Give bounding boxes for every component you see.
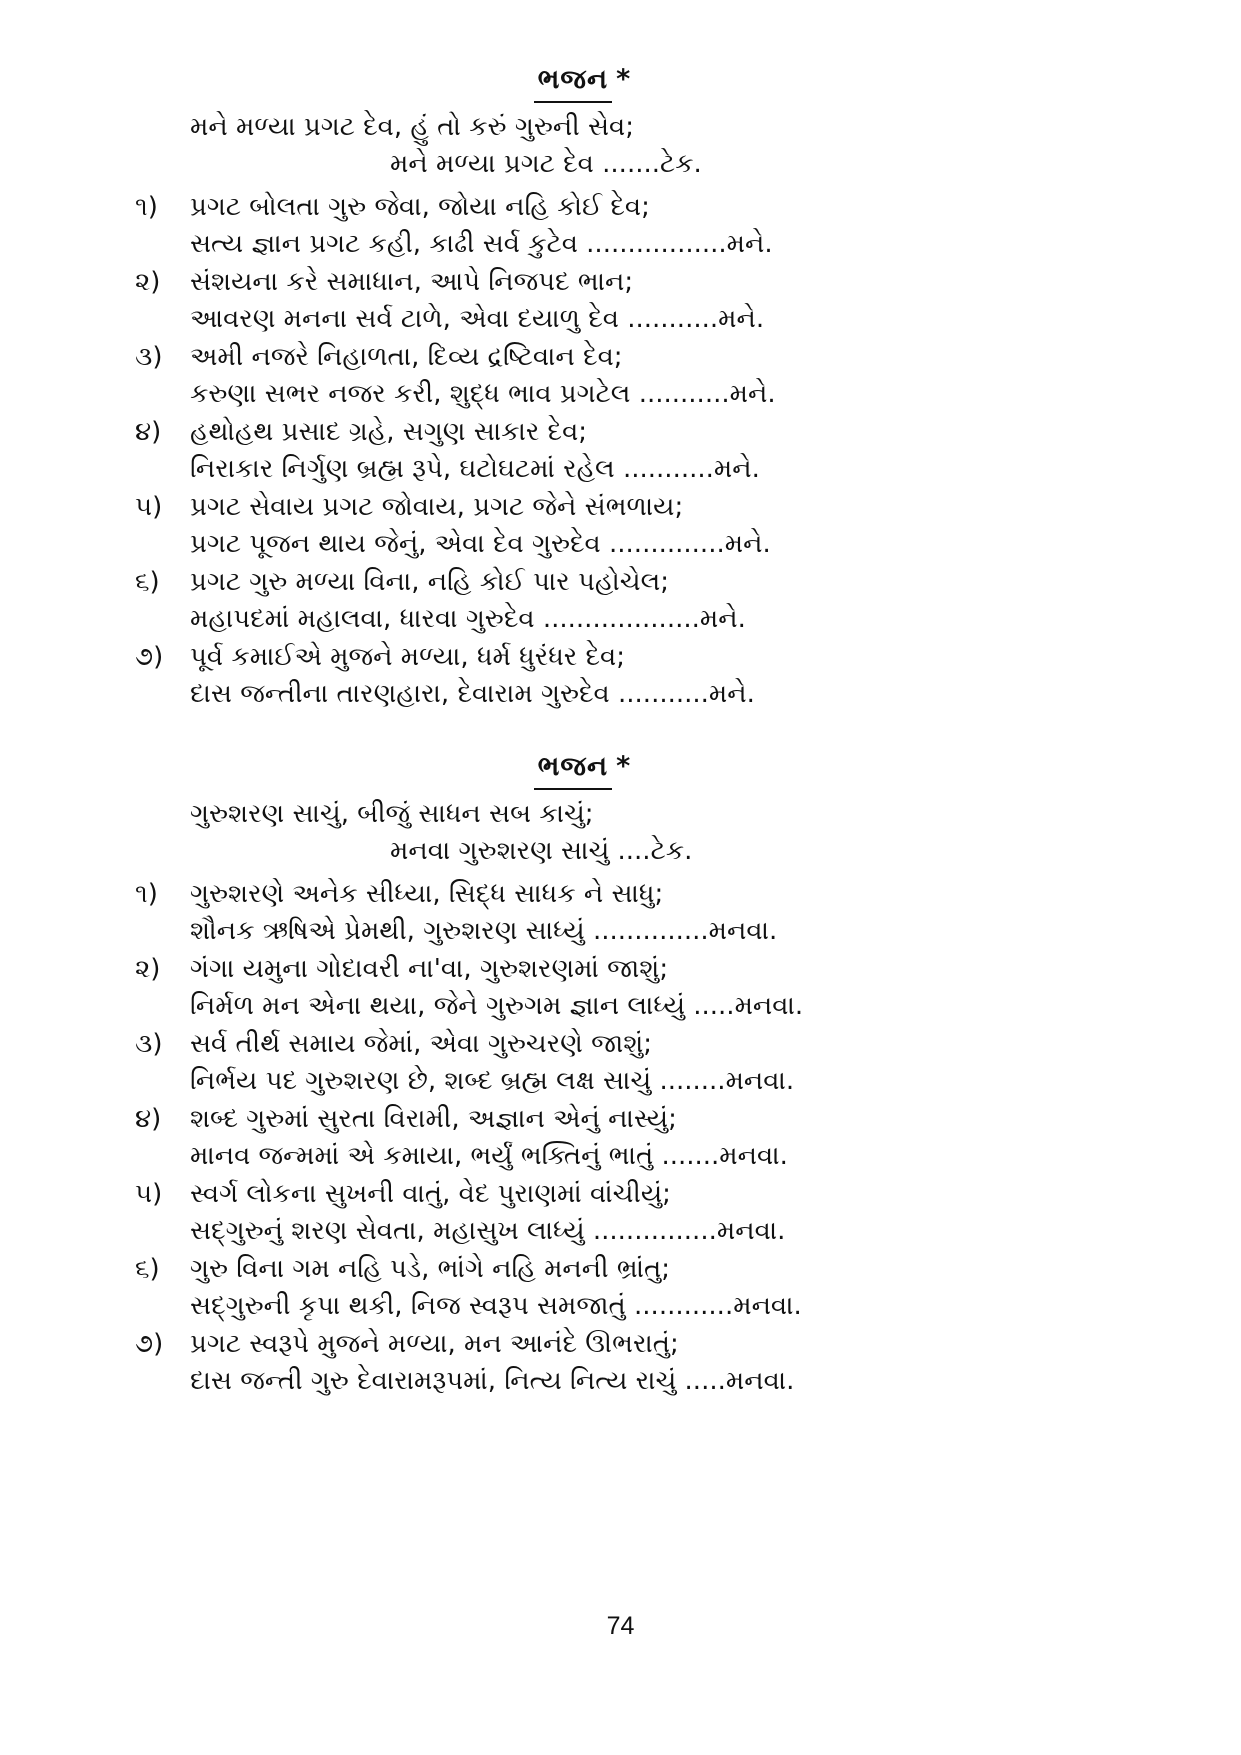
verse-number: ૧) [135,879,158,909]
verse-number: ૬) [135,1254,160,1284]
verse-line-1: ગંગા યમુના ગોદાવરી ના'વા, ગુરુશરણમાં જાશું; [190,954,669,984]
verse-number: ૧) [135,192,158,222]
verse-number: ૪) [135,1104,162,1134]
verse-row [135,189,1030,263]
verse-body [190,339,1030,413]
verse-row [135,1026,1030,1100]
verse-line-1: હથોહથ પ્રસાદ ગ્રહે, સગુણ સાકાર દેવ; [190,417,588,447]
verse-body [190,189,1030,263]
verse-line-2: મહાપદમાં મહાલવા, ધારવા ગુરુદેવ ...................મને. [190,604,746,634]
verse-number: ૨) [135,267,161,297]
bhajan-section-2 [135,747,1030,1400]
verse-line-1: સંશયના કરે સમાધાન, આપે નિજપદ ભાન; [190,267,634,297]
verse-body [190,489,1030,563]
verse-line-1: પ્રગટ બોલતા ગુરુ જેવા, જોયા નહિ કોઈ દેવ; [190,192,650,222]
verse-line-2: આવરણ મનના સર્વ ટાળે, એવા દયાળુ દેવ ...........મને. [190,304,765,334]
section-heading-text: ભજન [534,60,612,103]
verse-row [135,264,1030,338]
verse-list [135,189,1030,713]
verse-line-1: ગુરુ વિના ગમ નહિ પડે, ભાંગે નહિ મનની ભ્રાંતુ; [190,1254,671,1284]
verse-body [190,564,1030,638]
section-heading [135,747,1030,790]
verse-number: ૭) [135,1329,164,1359]
verse-row [135,1101,1030,1175]
verse-line-2: શૌનક ઋષિએ પ્રેમથી, ગુરુશરણ સાધ્યું ..............મનવા. [190,916,778,946]
verse-row [135,639,1030,713]
verse-row [135,414,1030,488]
verse-line-2: પ્રગટ પૂજન થાય જેનું, એવા દેવ ગુરુદેવ ..............મને. [190,529,771,559]
verse-line-2: કરુણા સભર નજર કરી, શુદ્ધ ભાવ પ્રગટેલ ...........મને. [190,379,776,409]
verse-line-2: નિર્ભય પદ ગુરુશરણ છે, શબ્દ બ્રહ્મ લક્ષ સાચું ........મનવા. [190,1066,795,1096]
verse-line-1: પ્રગટ સેવાય પ્રગટ જોવાય, પ્રગટ જેને સંભળાય; [190,492,684,522]
verse-number: ૫) [135,492,163,522]
verse-line-1: શબ્દ ગુરુમાં સુરતા વિરામી, અજ્ઞાન એનું નાસ્યું; [190,1104,677,1134]
verse-list [135,876,1030,1400]
verse-body [190,264,1030,338]
verse-row [135,1251,1030,1325]
verse-line-2: સદ્ગુરુનું શરણ સેવતા, મહાસુખ લાધ્યું ...............મનવા. [190,1216,786,1246]
verse-line-2: સત્ય જ્ઞાન પ્રગટ કહી, કાઢી સર્વ કુટેવ .................મને. [190,229,773,259]
verse-row [135,951,1030,1025]
verse-body [190,1026,1030,1100]
verse-line-2: નિરાકાર નિર્ગુણ બ્રહ્મ રૂપે, ઘટોઘટમાં રહેલ ...........મને. [190,454,760,484]
verse-number: ૩) [135,342,163,372]
verse-line-1: પ્રગટ સ્વરૂપે મુજને મળ્યા, મન આનંદે ઊભરાતું; [190,1329,679,1359]
verse-line-2: દાસ જન્તી ગુરુ દેવારામરૂપમાં, નિત્ય નિત્ય રાચું .....મનવા. [190,1366,795,1396]
page-content [135,60,1030,1434]
verse-line-1: પ્રગટ ગુરુ મળ્યા વિના, નહિ કોઈ પાર પહોચેલ; [190,567,670,597]
bhajan-section-1 [135,60,1030,713]
verse-body [190,414,1030,488]
verse-row [135,876,1030,950]
verse-line-1: ગુરુશરણે અનેક સીધ્યા, સિદ્ધ સાધક ને સાધુ; [190,879,664,909]
refrain-line-2: મને મળ્યા પ્રગટ દેવ .......ટેક. [390,149,702,179]
verse-row [135,1176,1030,1250]
verse-number: ૨) [135,954,161,984]
verse-line-2: સદ્ગુરુની કૃપા થકી, નિજ સ્વરૂપ સમજાતું ............મનવા. [190,1291,802,1321]
verse-line-1: અમી નજરે નિહાળતા, દિવ્ય દ્રષ્ટિવાન દેવ; [190,342,623,372]
verse-row [135,1326,1030,1400]
section-heading-asterisk: * [616,64,632,95]
verse-line-2: માનવ જન્મમાં એ કમાયા, ભર્યું ભક્તિનું ભાતું .......મનવા. [190,1141,788,1171]
verse-line-2: દાસ જન્તીના તારણહારા, દેવારામ ગુરુદેવ ...........મને. [190,679,755,709]
section-heading-asterisk: * [616,751,632,782]
verse-number: ૩) [135,1029,163,1059]
verse-body [190,876,1030,950]
page-number: 74 [606,1612,635,1640]
verse-number: ૭) [135,642,164,672]
verse-body [190,1251,1030,1325]
verse-body [190,951,1030,1025]
verse-body [190,1326,1030,1400]
verse-line-2: નિર્મળ મન એના થયા, જેને ગુરુગમ જ્ઞાન લાધ્યું .....મનવા. [190,991,804,1021]
verse-body [190,639,1030,713]
verse-body [190,1176,1030,1250]
verse-body [190,1101,1030,1175]
refrain-line-1: ગુરુશરણ સાચું, બીજું સાધન સબ કાચું; [190,799,594,829]
section-heading-text: ભજન [534,747,612,790]
refrain-line-2: મનવા ગુરુશરણ સાચું ....ટેક. [390,836,693,866]
refrain-line-1: મને મળ્યા પ્રગટ દેવ, હું તો કરું ગુરુની સેવ; [190,112,634,142]
verse-row [135,339,1030,413]
verse-row [135,489,1030,563]
verse-line-1: સર્વ તીર્થ સમાય જેમાં, એવા ગુરુચરણે જાશું; [190,1029,653,1059]
section-heading [135,60,1030,103]
verse-number: ૪) [135,417,162,447]
verse-line-1: સ્વર્ગ લોકના સુખની વાતું, વેદ પુરાણમાં વાંચીયું; [190,1179,671,1209]
verse-number: ૫) [135,1179,163,1209]
verse-line-1: પૂર્વ કમાઈએ મુજને મળ્યા, ધર્મ ધુરંધર દેવ; [190,642,626,672]
verse-number: ૬) [135,567,160,597]
verse-row [135,564,1030,638]
